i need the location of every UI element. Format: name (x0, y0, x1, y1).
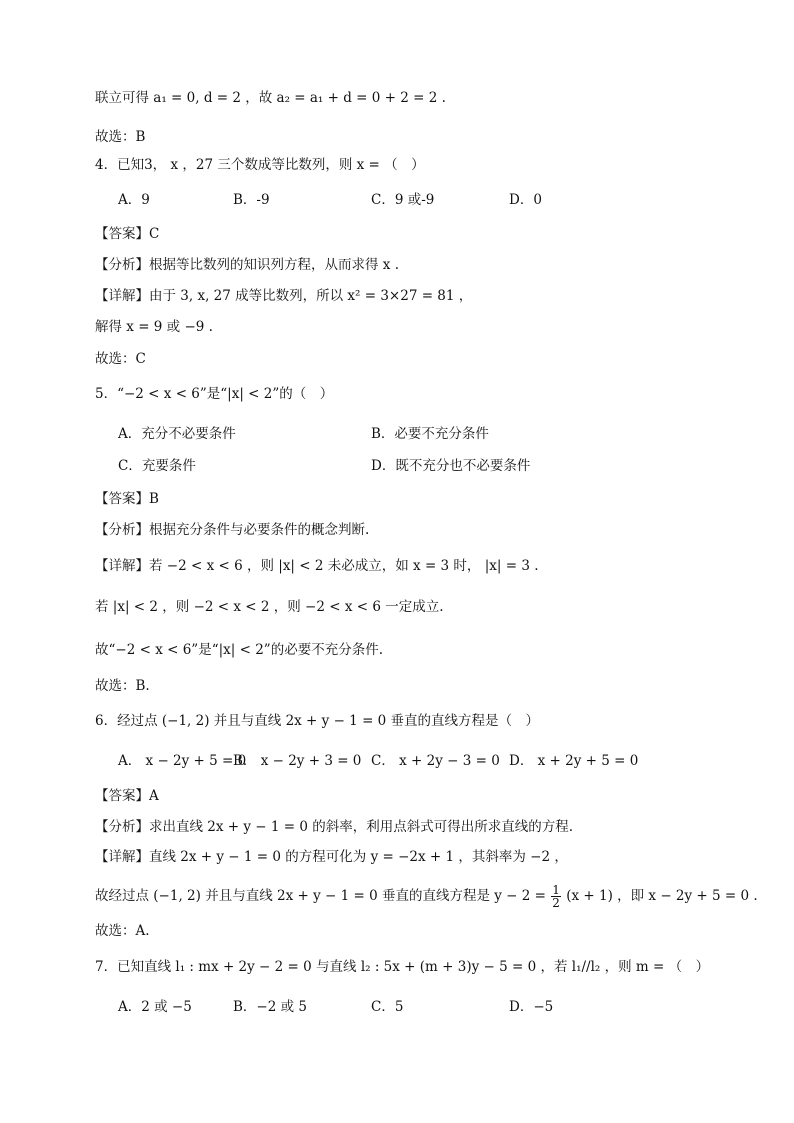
fraction-numerator: 1 (552, 883, 560, 897)
q6-option-c: C． x + 2y − 3 = 0 (371, 753, 500, 769)
q4-option-a: A．9 (118, 192, 150, 208)
q7-option-d: D．−5 (509, 999, 554, 1015)
q4-answer: 【答案】C (95, 226, 160, 242)
q5-detail-2: 若 |x| < 2 ，则 −2 < x < 2 ，则 −2 < x < 6 一定成立. (95, 599, 444, 615)
q5-option-c: C．充要条件 (118, 458, 196, 474)
fraction (551, 884, 561, 909)
q7-option-a: A．2 或 −5 (118, 999, 192, 1015)
q6-option-a: A． x − 2y + 5 = 0 (118, 753, 247, 769)
q5-option-a: A．充分不必要条件 (118, 426, 236, 442)
q4-option-b: B．-9 (233, 192, 270, 208)
q5-detail-3: 故“−2 < x < 6”是“|x| < 2”的必要不充分条件. (95, 642, 383, 658)
q6-analysis: 【分析】求出直线 2x + y − 1 = 0 的斜率，利用点斜式可得出所求直线的方程. (95, 819, 574, 835)
solution-line: 联立可得 a₁ = 0, d = 2 ，故 a₂ = a₁ + d = 0 + 2 = 2 . (95, 90, 446, 106)
q6-detail-2-start: 故经过点 (−1, 2) 并且与直线 2x + y − 1 = 0 垂直的直线方程是 y − 2 = (95, 888, 546, 904)
q6-choice: 故选：A. (95, 923, 150, 939)
q4-detail: 【详解】由于 3, x, 27 成等比数列，所以 x² = 3×27 = 81 ， (95, 288, 473, 304)
q7-option-c: C．5 (371, 999, 404, 1015)
question-5: 5．“−2 < x < 6”是“|x| < 2”的（ ） (95, 386, 334, 402)
q5-option-b: B．必要不充分条件 (371, 426, 489, 442)
q4-choice: 故选：C (95, 351, 146, 367)
question-6: 6．经过点 (−1, 2) 并且与直线 2x + y − 1 = 0 垂直的直线方程是（ ） (95, 713, 540, 729)
q6-option-b: B． x − 2y + 3 = 0 (233, 753, 362, 769)
choice-line: 故选：B (95, 129, 146, 145)
q5-analysis: 【分析】根据充分条件与必要条件的概念判断. (95, 522, 370, 538)
q4-option-d: D．0 (509, 192, 542, 208)
q6-detail-2 (95, 884, 758, 909)
q7-option-b: B．−2 或 5 (233, 999, 307, 1015)
q6-answer: 【答案】A (95, 788, 159, 804)
q4-option-c: C．9 或-9 (371, 192, 435, 208)
question-7: 7．已知直线 l₁ : mx + 2y − 2 = 0 与直线 l₂ : 5x + (m + 3)y − 5 = 0 ，若 l₁//l₂ ，则 m = （ ） (95, 959, 710, 975)
q4-analysis: 【分析】根据等比数列的知识列方程，从而求得 x . (95, 257, 399, 273)
q5-option-d: D．既不充分也不必要条件 (371, 458, 531, 474)
q6-detail: 【详解】直线 2x + y − 1 = 0 的方程可化为 y = −2x + 1 ，其斜率为 −2 ， (95, 849, 568, 865)
q6-detail-2-end: (x + 1) ，即 x − 2y + 5 = 0 . (566, 888, 758, 904)
q5-answer: 【答案】B (95, 491, 159, 507)
q4-detail-2: 解得 x = 9 或 −9 . (95, 319, 213, 335)
q5-choice: 故选：B. (95, 678, 150, 694)
question-4: 4．已知3， x ，27 三个数成等比数列，则 x = （ ） (95, 157, 425, 173)
q6-option-d: D． x + 2y + 5 = 0 (509, 753, 639, 769)
q5-detail: 【详解】若 −2 < x < 6 ，则 |x| < 2 未必成立，如 x = 3 时， |x| = 3 . (95, 558, 539, 574)
fraction-denominator: 2 (552, 896, 560, 910)
